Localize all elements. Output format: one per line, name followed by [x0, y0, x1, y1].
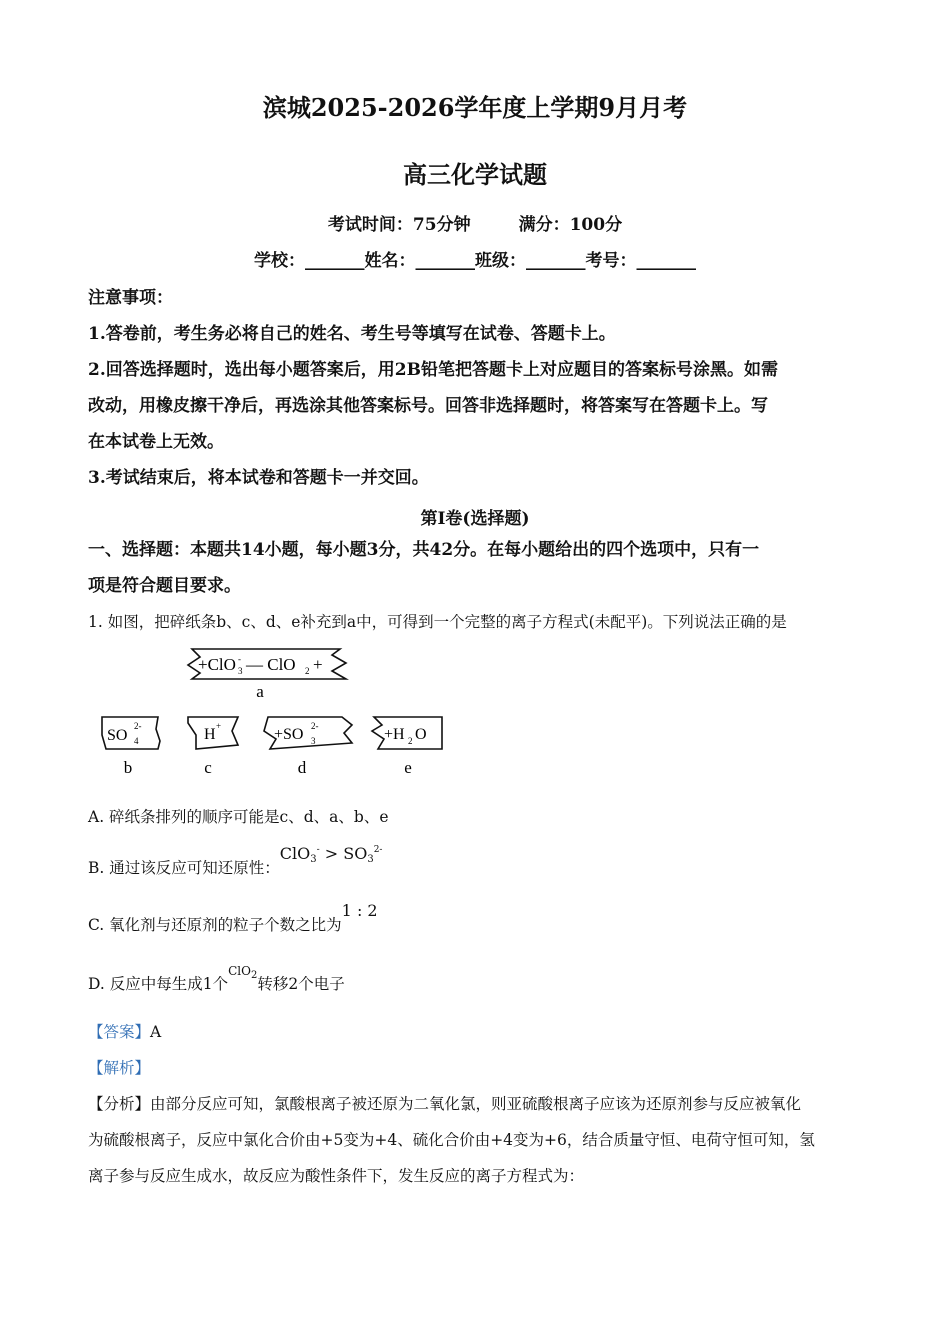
svg-text:3: 3 — [238, 666, 243, 676]
option-d — [88, 966, 863, 1008]
svg-text:+SO: +SO — [274, 726, 304, 743]
label-a: a — [256, 682, 264, 701]
ratio-value: 1 : 2 — [341, 901, 378, 920]
exam-time: 考试时间：75分钟 — [327, 215, 471, 235]
label-b: b — [123, 758, 133, 777]
svg-text:H: H — [204, 726, 216, 743]
svg-text:+: + — [313, 655, 323, 674]
label-e: e — [404, 758, 412, 777]
option-d-suffix: 转移2个电子 — [257, 975, 345, 993]
svg-text:+: + — [216, 721, 222, 731]
formula-reducing-order: $ClO_3^- > SO_3^{2-}$ — [279, 844, 383, 865]
svg-text:+ClO: +ClO — [198, 655, 236, 674]
svg-text:2-: 2- — [311, 721, 319, 731]
svg-text:O: O — [415, 726, 427, 743]
exam-title: 滨城2025-2026学年度上学期9月月考 — [262, 93, 688, 122]
strip-b — [102, 717, 160, 749]
full-score: 满分：100分 — [518, 215, 623, 235]
student-fields: 学校：_______姓名：_______班级：_______考号：_______ — [254, 251, 696, 271]
option-b — [88, 846, 863, 892]
answer-tag: 【答案】 — [88, 1023, 151, 1041]
section-instruction: 项是符合题目要求。 — [88, 576, 241, 596]
strip-d — [264, 717, 352, 749]
note-item: 3.考试结束后，将本试卷和答题卡一并交回。 — [88, 468, 429, 488]
svg-text:2: 2 — [408, 736, 413, 746]
section-title: 第I卷(选择题) — [420, 509, 530, 529]
option-c — [88, 901, 863, 944]
paper-strips-figure — [100, 645, 460, 785]
answer-line — [88, 1014, 863, 1051]
analysis-line: 为硫酸根离子，反应中氯化合价由+5变为+4、硫化合价由+4变为+6，结合质量守恒、电荷守恒可知，氢 — [88, 1131, 815, 1149]
analysis-tag: 【解析】 — [88, 1059, 151, 1077]
svg-text:2-: 2- — [134, 721, 142, 731]
formula-clo2: ClO2 — [228, 964, 258, 981]
label-c: c — [204, 758, 212, 777]
notes-heading: 注意事项： — [88, 288, 173, 308]
strip-c — [188, 717, 238, 749]
svg-text:+H: +H — [384, 726, 405, 743]
svg-text:-: - — [238, 654, 241, 664]
option-d-text: D. 反应中每生成1个 — [88, 975, 229, 993]
note-item: 在本试卷上无效。 — [88, 432, 224, 452]
exam-info — [0, 210, 950, 235]
svg-text:3: 3 — [311, 736, 316, 746]
note-item: 1.答卷前，考生务必将自己的姓名、考生号等填写在试卷、答题卡上。 — [88, 324, 616, 344]
exam-subtitle: 高三化学试题 — [403, 160, 547, 189]
strip-e — [372, 717, 442, 749]
svg-text:— ClO: — ClO — [246, 655, 296, 674]
svg-text:4: 4 — [134, 736, 139, 746]
svg-text:SO: SO — [107, 727, 128, 744]
section-instruction: 一、选择题：本题共14小题，每小题3分，共42分。在每小题给出的四个选项中，只有一 — [88, 540, 760, 560]
option-c-text: C. 氧化剂与还原剂的粒子个数之比为 — [88, 916, 342, 934]
analysis-line — [88, 1086, 863, 1123]
option-a: A. 碎纸条排列的顺序可能是c、d、a、b、e — [88, 808, 389, 826]
analysis-line: 离子参与反应生成水，故反应为酸性条件下，发生反应的离子方程式为： — [88, 1167, 585, 1185]
option-b-text: B. 通过该反应可知还原性： — [88, 859, 280, 877]
strip-a — [188, 649, 346, 679]
question-stem: 1. 如图，把碎纸条b、c、d、e补充到a中，可得到一个完整的离子方程式(未配平)。下列说法正确的是 — [88, 613, 787, 631]
analysis-text: 由部分反应可知，氯酸根离子被还原为二氧化氯，则亚硫酸根离子应该为还原剂参与反应被氧化 — [150, 1095, 802, 1113]
note-item: 改动，用橡皮擦干净后，再选涂其他答案标号。回答非选择题时，将答案写在答题卡上。写 — [88, 396, 768, 416]
note-item: 2.回答选择题时，选出每小题答案后，用2B铅笔把答题卡上对应题目的答案标号涂黑。如需 — [88, 360, 778, 380]
svg-text:2: 2 — [305, 666, 310, 676]
label-d: d — [297, 758, 307, 777]
analysis-prefix: 【分析】 — [88, 1095, 151, 1113]
answer-value: A — [150, 1023, 162, 1041]
